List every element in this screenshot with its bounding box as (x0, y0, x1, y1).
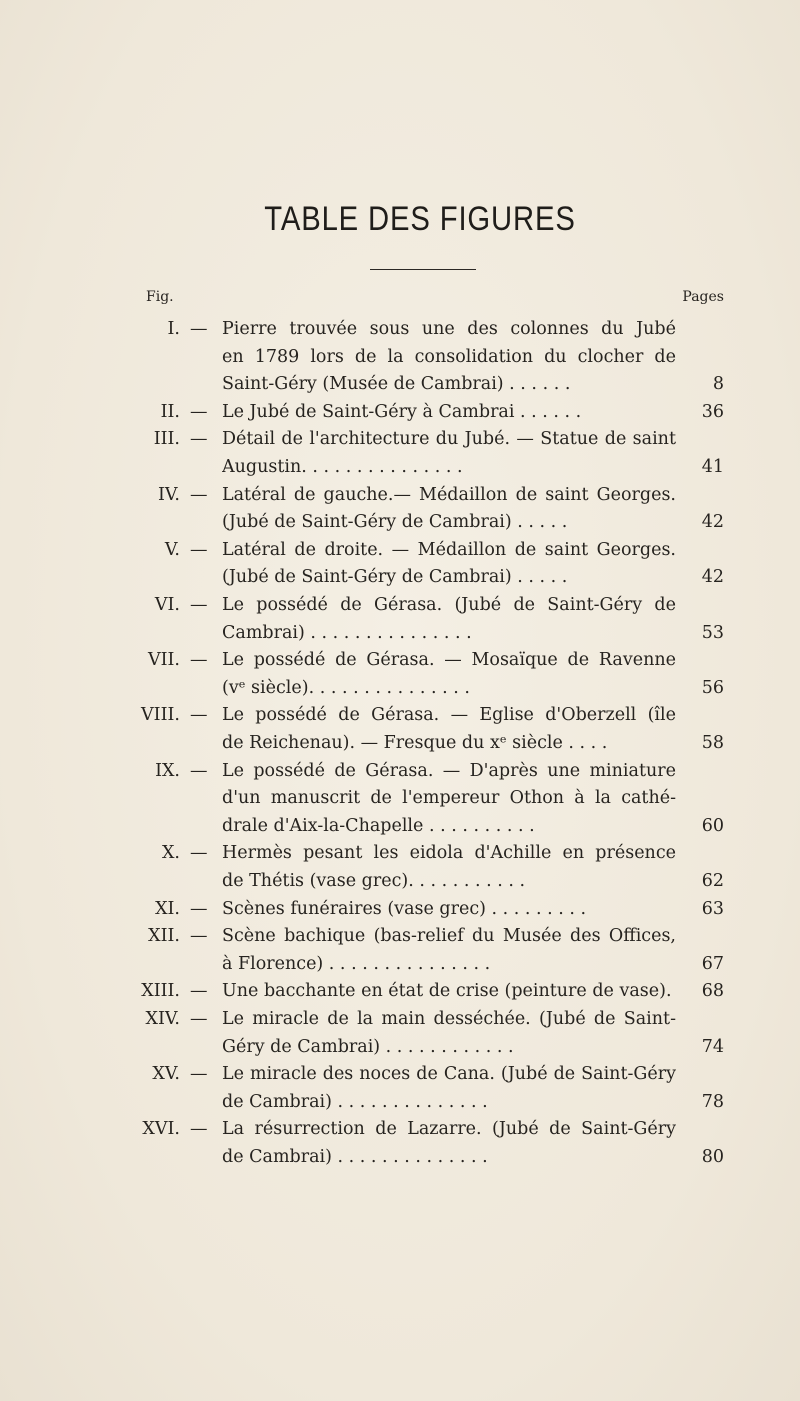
figure-entry-line (0, 675, 800, 701)
figure-entry-line (0, 592, 800, 618)
figure-numeral: XIII. (141, 981, 180, 1002)
figure-numeral: VII. (147, 650, 180, 671)
figure-caption-text: Augustin. . . . . . . . . . . . . . . (222, 457, 463, 477)
figure-entry-line (0, 1089, 800, 1115)
figure-entry-line (0, 620, 800, 646)
figure-caption-text: d'un manuscrit de l'empereur Othon à la cathé- (222, 788, 676, 809)
figure-entry-line (0, 344, 800, 370)
figure-caption-text: Le possédé de Gérasa. — Mosaïque de Ravenne (222, 650, 676, 671)
figure-entry-line (0, 840, 800, 866)
page-number: 74 (701, 1036, 724, 1057)
figure-entry-line (0, 730, 800, 756)
figure-numeral: VIII. (141, 705, 180, 726)
figure-caption-text: Le miracle des noces de Cana. (Jubé de Saint-Géry (222, 1064, 676, 1085)
figure-caption-text: Détail de l'architecture du Jubé. — Statue de saint (222, 429, 676, 450)
figure-numeral: II. (160, 401, 180, 422)
figure-caption-text: Le possédé de Gérasa. — Eglise d'Oberzell (île (222, 705, 676, 726)
entry-dash: — (190, 705, 208, 726)
figure-entry-line (0, 564, 800, 590)
figure-numeral: IV. (157, 484, 180, 505)
figure-caption-text: (Jubé de Saint-Géry de Cambrai) . . . . . (222, 512, 568, 533)
page-number: 62 (701, 871, 724, 891)
figure-caption-text: (Jubé de Saint-Géry de Cambrai) . . . . . (222, 567, 568, 588)
entry-dash: — (190, 760, 208, 781)
figure-caption-text: de Cambrai) . . . . . . . . . . . . . . (222, 1091, 488, 1112)
figure-caption-text: drale d'Aix-la-Chapelle . . . . . . . . . . (222, 815, 535, 836)
figure-numeral: XV. (152, 1064, 180, 1085)
figure-entry-line (0, 813, 800, 839)
entry-dash: — (190, 981, 208, 1002)
entry-dash: — (190, 319, 208, 339)
entry-dash: — (190, 650, 208, 671)
figure-caption-text: Latéral de gauche.— Médaillon de saint Georges. (222, 484, 676, 505)
figure-caption-text: de Thétis (vase grec). . . . . . . . . . . (222, 871, 526, 891)
figure-entry-line (0, 399, 800, 425)
figure-caption-text: Le Jubé de Saint-Géry à Cambrai . . . . . . (222, 401, 582, 422)
entry-dash: — (190, 1009, 208, 1029)
entry-dash: — (190, 898, 208, 919)
figure-caption-text: Latéral de droite. — Médaillon de saint Georges. (222, 539, 676, 560)
figure-numeral: XI. (155, 898, 180, 919)
page-number: 41 (701, 457, 724, 477)
figure-entry-line (0, 426, 800, 452)
figure-entry-line (0, 1061, 800, 1087)
figure-entry-line (0, 316, 800, 342)
figure-caption-text: de Cambrai) . . . . . . . . . . . . . . (222, 1147, 488, 1167)
figure-entry-line (0, 702, 800, 728)
entry-dash: — (190, 843, 208, 864)
page-number: 60 (701, 815, 724, 836)
figure-entry-line (0, 868, 800, 894)
figure-entry-line (0, 923, 800, 949)
page-number: 53 (701, 622, 724, 643)
figure-caption-text: en 1789 lors de la consolidation du clocher de (222, 346, 676, 367)
entry-dash: — (190, 539, 208, 560)
page-number: 68 (701, 981, 724, 1002)
figure-entry-line (0, 978, 800, 1004)
figure-entry-line (0, 482, 800, 508)
page-number: 56 (701, 677, 724, 698)
figure-caption-text: La résurrection de Lazarre. (Jubé de Saint-Géry (222, 1119, 676, 1140)
figure-entry-line (0, 454, 800, 480)
entry-dash: — (190, 401, 208, 422)
figure-caption-text: Cambrai) . . . . . . . . . . . . . . . (222, 622, 472, 643)
figure-caption-text: Hermès pesant les eidola d'Achille en présence (222, 843, 676, 864)
entry-dash: — (190, 926, 208, 947)
page-number: 36 (701, 401, 724, 422)
pages-column-header: Pages (682, 289, 724, 305)
figure-entry-line (0, 896, 800, 922)
figure-caption-text: Pierre trouvée sous une des colonnes du Jubé (222, 319, 676, 339)
figure-numeral: I. (167, 319, 180, 339)
figure-caption-text: Le possédé de Gérasa. — D'après une miniature (222, 760, 676, 781)
page-number: 63 (701, 898, 724, 919)
page-number: 42 (701, 512, 724, 533)
figure-entry-line (0, 537, 800, 563)
title-rule (370, 269, 476, 270)
figure-entry-line (0, 509, 800, 535)
entry-dash: — (190, 1064, 208, 1085)
entry-dash: — (190, 429, 208, 450)
figure-caption-text: de Reichenau). — Fresque du xᵉ siècle . . . . (222, 733, 608, 753)
entry-dash: — (190, 1119, 208, 1140)
figure-numeral: III. (153, 429, 180, 450)
figure-entry-line (0, 1034, 800, 1060)
figure-numeral: V. (164, 539, 180, 560)
figure-caption-text: Scènes funéraires (vase grec) . . . . . . . . . (222, 898, 587, 919)
figure-entry-line (0, 1144, 800, 1170)
page-title: TABLE DES FIGURES (264, 200, 576, 238)
figure-numeral: XVI. (142, 1119, 180, 1140)
page-number: 42 (701, 567, 724, 588)
figure-entry-line (0, 1116, 800, 1142)
entry-dash: — (190, 484, 208, 505)
figure-caption-text: Une bacchante en état de crise (peinture de vase). (222, 981, 672, 1002)
figure-caption-text: Le miracle de la main desséchée. (Jubé de Saint- (222, 1009, 676, 1029)
figure-entry-line (0, 785, 800, 811)
figure-caption-text: à Florence) . . . . . . . . . . . . . . . (222, 953, 491, 974)
figure-entry-line (0, 371, 800, 397)
page-number: 58 (701, 733, 724, 753)
figure-numeral: X. (161, 843, 180, 864)
figure-caption-text: Saint-Géry (Musée de Cambrai) . . . . . . (222, 374, 571, 395)
figure-numeral: VI. (154, 595, 180, 615)
figure-entry-line (0, 951, 800, 977)
figure-numeral: XII. (148, 926, 180, 947)
figure-entry-line (0, 1006, 800, 1032)
figure-caption-text: Géry de Cambrai) . . . . . . . . . . . . (222, 1036, 514, 1057)
figure-caption-text: Le possédé de Gérasa. (Jubé de Saint-Géry de (222, 595, 676, 615)
figure-entry-line (0, 647, 800, 673)
page-number: 67 (701, 953, 724, 974)
figure-caption-text: (vᵉ siècle). . . . . . . . . . . . . . . (222, 677, 470, 698)
figure-numeral: XIV. (145, 1009, 180, 1029)
fig-column-header: Fig. (146, 289, 174, 305)
figure-caption-text: Scène bachique (bas-relief du Musée des Offices, (222, 926, 676, 947)
page-number: 8 (712, 374, 724, 395)
figure-entry-line (0, 758, 800, 784)
page-number: 78 (701, 1091, 724, 1112)
entry-dash: — (190, 595, 208, 615)
page-number: 80 (701, 1147, 724, 1167)
figure-numeral: IX. (155, 760, 180, 781)
